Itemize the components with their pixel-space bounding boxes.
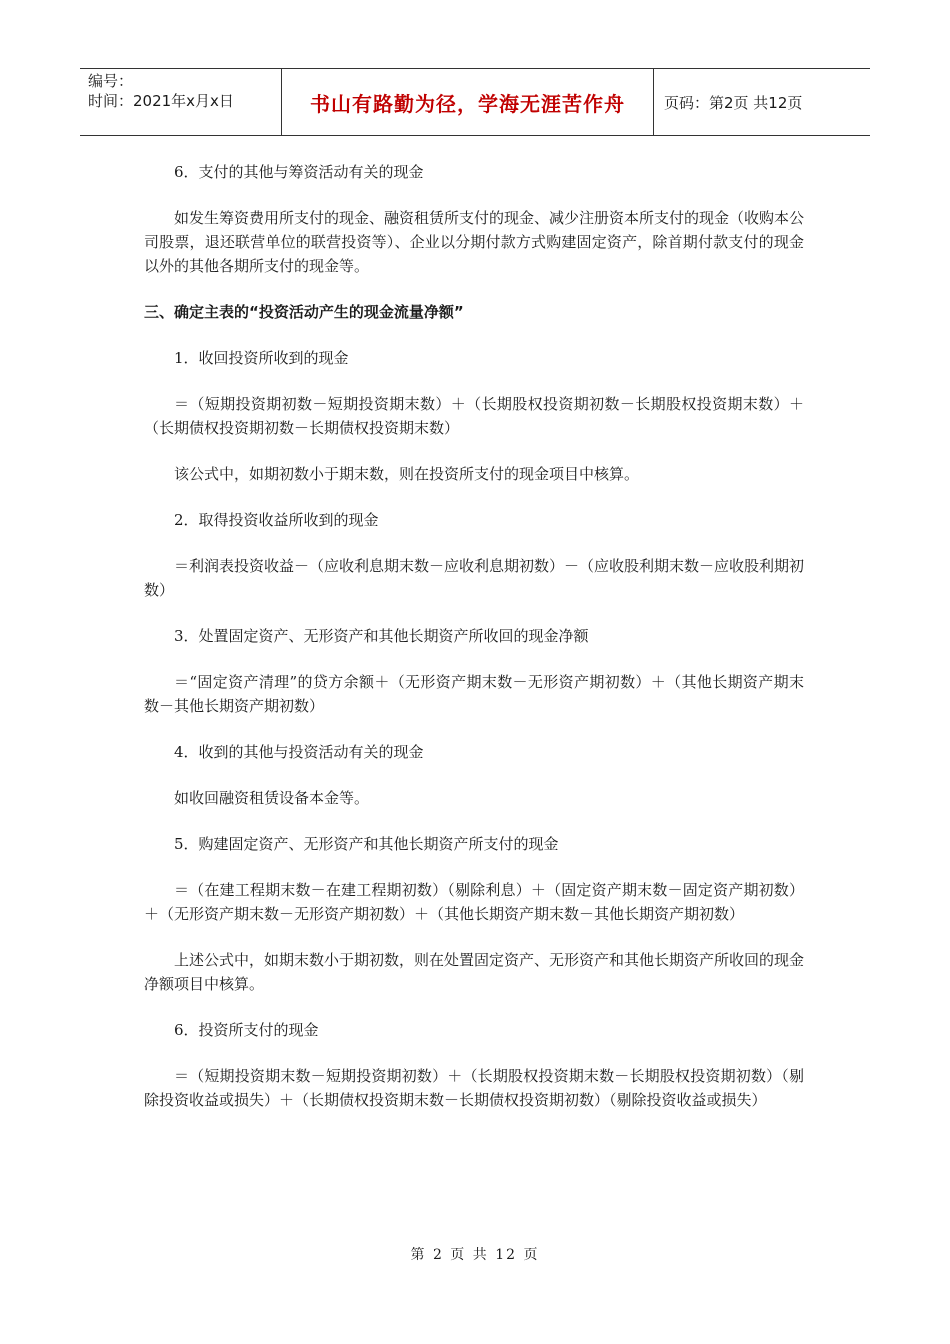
serial-label: 编号： [88,72,134,90]
paragraph-body: 如发生筹资费用所支付的现金、融资租赁所支付的现金、减少注册资本所支付的现金（收购本公司股票，退还联营单位的联营投资等）、企业以分期付款方式购建固定资产，除首期付款支付的现金以外的其他各期所支付的现金等。 [144,209,805,275]
paragraph-body: ＝（在建工程期末数－在建工程期初数）（剔除利息）＋（固定资产期末数－固定资产期初数）＋（无形资产期末数－无形资产期初数）＋（其他长期资产期末数－其他长期资产期初数） [144,881,804,923]
paragraph-item: 6．投资所支付的现金 [174,1021,319,1039]
paragraph-body: 上述公式中，如期末数小于期初数，则在处置固定资产、无形资产和其他长期资产所收回的现金净额项目中核算。 [144,951,805,993]
paragraph-body: 该公式中，如期初数小于期末数，则在投资所支付的现金项目中核算。 [174,465,640,483]
paragraph-body: ＝（短期投资期末数－短期投资期初数）＋（长期股权投资期末数－长期股权投资期初数）（剔除投资收益或损失）＋（长期债权投资期末数－长期债权投资期初数）（剔除投资收益或损失） [144,1067,804,1109]
paragraph-body: ＝利润表投资收益－（应收利息期末数－应收利息期初数）－（应收股利期末数－应收股利期初数） [144,557,805,599]
paragraph-body: ＝（短期投资期初数－短期投资期末数）＋（长期股权投资期初数－长期股权投资期末数）＋（长期债权投资期初数－长期债权投资期末数） [144,395,804,437]
paragraph-item: 1．收回投资所收到的现金 [174,349,349,367]
header-meta [80,69,282,135]
paragraph-body: ＝“固定资产清理”的贷方余额＋（无形资产期末数－无形资产期初数）＋（其他长期资产期末数－其他长期资产期初数） [144,673,804,715]
page-footer: 第 2 页 共 12 页 [410,1247,540,1263]
paragraph-item: 2．取得投资收益所收到的现金 [174,511,379,529]
paragraph-item: 6．支付的其他与筹资活动有关的现金 [174,163,424,181]
header-motto: 书山有路勤为径，学海无涯苦作舟 [282,69,654,135]
paragraph-body: 如收回融资租赁设备本金等。 [174,789,370,807]
time-label: 时间：2021年x月x日 [88,92,234,110]
page-header [80,68,870,136]
section-heading: 三、确定主表的“投资活动产生的现金流量净额” [144,303,464,321]
paragraph-item: 3．处置固定资产、无形资产和其他长期资产所收回的现金净额 [174,627,589,645]
paragraph-item: 4．收到的其他与投资活动有关的现金 [174,743,424,761]
header-page-info: 页码：第2页 共12页 [664,93,803,112]
document-body [144,160,804,1134]
paragraph-item: 5．购建固定资产、无形资产和其他长期资产所支付的现金 [174,835,559,853]
